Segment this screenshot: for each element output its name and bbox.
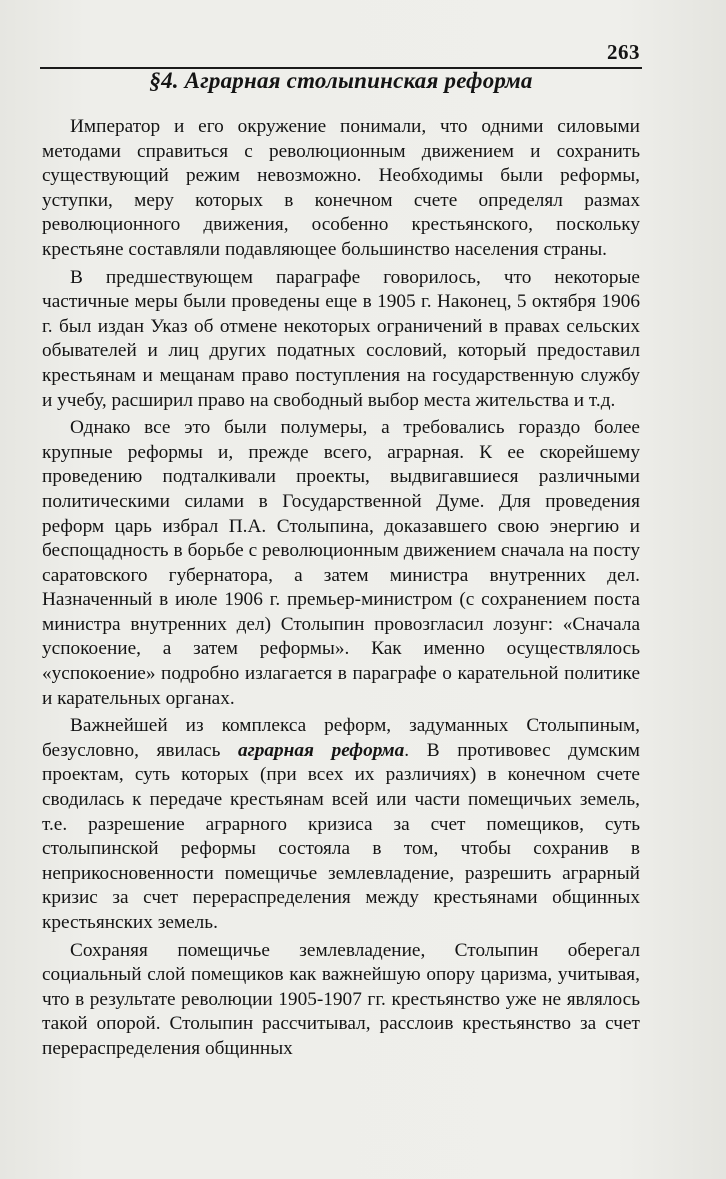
- paragraph-2: В предшествующем параграфе говорилось, что некоторые частичные меры были проведены еще в 1905 г. Наконец, 5 октября 1906 г. был издан Указ об отмене некоторых ограничений в правах сельских обывателей и лиц других податных сословий, который предоставил крестьянам и мещанам право поступления на государственную службу и учебу, расширил право на свободный выбор места жительства и т.д.: [42, 266, 640, 411]
- paragraph-4-rest: . В противовес думским проектам, суть которых (при всех их различиях) в конечном счете сводилась к передаче крестьянам всей или части помещичьих земель, т.е. разрешение аграрного кризиса за счет помещиков, суть столыпинской реформы состояла в том, чтобы сохранив в неприкосновенности помещичье землевладение, разрешить аграрный кризис за счет перераспределения между крестьянами общинных крестьянских земель.: [42, 739, 640, 933]
- page-number: 263: [607, 40, 640, 64]
- paragraph-4-lead: Важнейшей из комплекса реформ, задуманных Столыпиным, безусловно, явилась: [42, 715, 640, 761]
- paragraph-4: [42, 714, 640, 935]
- body-text: [42, 115, 640, 1062]
- emphasis-term: аграрная реформа: [238, 739, 405, 761]
- paragraph-5: Сохраняя помещичье землевладение, Столыпин оберегал социальный слой помещиков как важнейшую опору царизма, учитывая, что в результате революции 1905-1907 гг. крестьянство уже не являлось такой опорой. Столыпин рассчитывал, расслоив крестьянство за счет перераспределения общинных: [42, 939, 640, 1059]
- paragraph-1: Император и его окружение понимали, что одними силовыми методами справиться с революционным движением и сохранить существующий режим невозможно. Необходимы были реформы, уступки, меру которых в конечном счете определял размах революционного движения, особенно крестьянского, поскольку крестьяне составляли подавляющее большинство населения страны.: [42, 116, 640, 260]
- section-title: §4. Аграрная столыпинская реформа: [149, 68, 533, 93]
- paragraph-3: Однако все это были полумеры, а требовались гораздо более крупные реформы и, прежде всего, аграрная. К ее скорейшему проведению подталкивали проекты, выдвигавшиеся различными политическими силами в Государственной Думе. Для проведения реформ царь избрал П.А. Столыпина, доказавшего свою энергию и беспощадность в борьбе с революционным движением сначала на посту саратовского губернатора, а затем министра внутренних дел. Назначенный в июле 1906 г. премьер-министром (с сохранением поста министра внутренних дел) Столыпин провозгласил лозунг: «Сначала успокоение, а затем реформы». Как именно осуществлялось «успокоение» подробно излагается в параграфе о карательной политике и карательных органах.: [42, 417, 640, 709]
